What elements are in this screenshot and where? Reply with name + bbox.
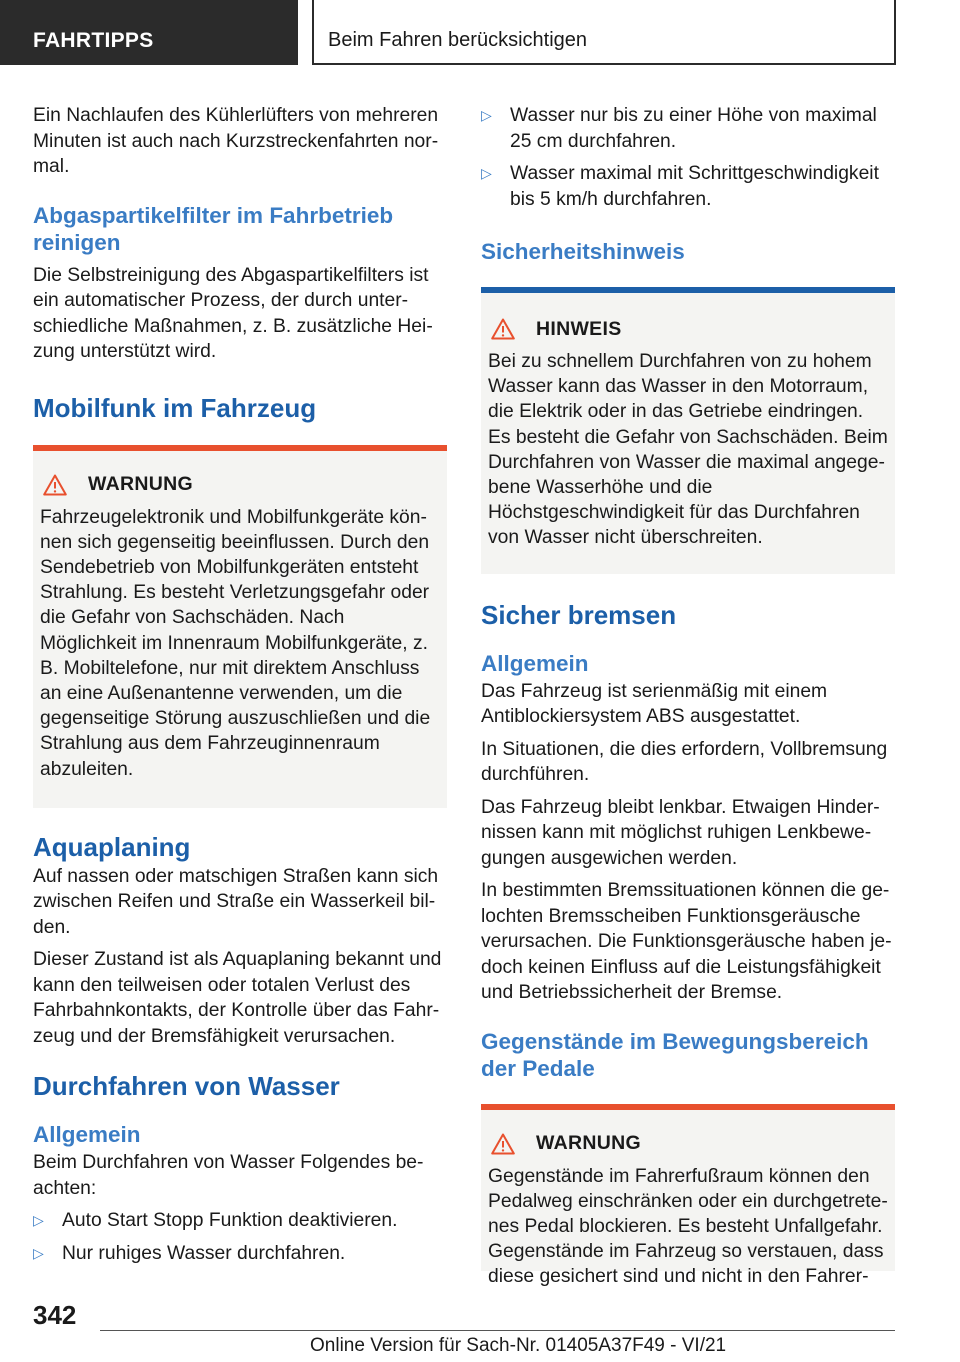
- wasser-bullet-list-cont: [481, 103, 895, 212]
- warning-box-title: [488, 1131, 888, 1157]
- wasser-bullet-list: [33, 1208, 447, 1266]
- warning-triangle-icon: [491, 1133, 515, 1155]
- list-item: ▷ Nur ruhiges Wasser durchfahren.: [33, 1241, 447, 1267]
- brake-subheading: Allgemein: [481, 650, 589, 676]
- note-box-title: [488, 316, 888, 342]
- note-label: HINWEIS: [536, 317, 622, 340]
- warning-label: WARNUNG: [88, 473, 194, 495]
- triangle-right-icon: ▷: [481, 165, 492, 181]
- footer-text: Online Version für Sach-Nr. 01405A37F49 - VI/21: [310, 1335, 727, 1356]
- page-number: 342: [33, 1300, 77, 1330]
- section-header: [312, 0, 896, 65]
- list-item: ▷ Auto Start Stopp Funktion deaktivieren.: [33, 1208, 447, 1234]
- triangle-right-icon: ▷: [481, 107, 492, 123]
- warning-label: WARNUNG: [536, 1132, 642, 1155]
- brake-paragraph-4: In bestimmten Bremssituationen können die gelochten Bremsscheiben Funktionsgeräusche verursachen. Die Funktionsgeräusche haben jedoch keinen Einfluss auf die Leistungsfähigkeit und Betriebssicherheit der Bremse.: [481, 880, 892, 1004]
- section-title: Beim Fahren berücksichtigen: [328, 29, 588, 51]
- triangle-right-icon: ▷: [33, 1212, 44, 1229]
- triangle-right-icon: ▷: [33, 1244, 44, 1261]
- warning-triangle-icon: [491, 318, 515, 340]
- warning-box-mobilfunk: [33, 445, 447, 808]
- pedal-heading: Gegenstände im Bewegungsbereich der Pedale: [481, 1028, 869, 1081]
- note-text: Bei zu schnellem Durchfahren von zu hohem Wasser kann das Wasser in den Motorraum, die Elektrik oder in das Getriebe eindringen. Es besteht die Gefahr von Sachschäden. Beim Durchfahren von Wasser die maximal angegebene Wasserhöhe und die Höchstgeschwindigkeit für das Durchfahren von Wasser nicht überschreiten.: [488, 351, 888, 549]
- wasser-heading: Durchfahren von Wasser: [33, 1071, 340, 1102]
- list-item: ▷ Wasser nur bis zu einer Höhe von maximal 25 cm durchfahren.: [481, 105, 877, 152]
- right-column: [481, 103, 895, 1288]
- brake-heading: Sicher bremsen: [481, 599, 677, 630]
- warning-triangle-icon: [43, 474, 67, 496]
- brake-paragraph-1: Das Fahrzeug ist serienmäßig mit einem Antiblockiersystem ABS ausgestattet.: [481, 680, 828, 728]
- aquaplaning-heading: Aquaplaning: [33, 831, 191, 862]
- filter-heading: Abgaspartikelfilter im Fahrbetrieb reinigen: [33, 202, 394, 255]
- mobilfunk-heading: Mobilfunk im Fahrzeug: [33, 392, 317, 423]
- safety-heading: Sicherheitshinweis: [481, 239, 685, 264]
- wasser-subheading: Allgemein: [33, 1122, 141, 1148]
- list-item: ▷ Wasser maximal mit Schrittgeschwindigkeit bis 5 km/h durchfahren.: [481, 163, 879, 210]
- brake-paragraph-3: Das Fahrzeug bleibt lenkbar. Etwaigen Hindernissen kann mit möglichst ruhigen Lenkbewegungen ausgewichen werden.: [481, 796, 880, 869]
- aquaplaning-paragraph-2: Dieser Zustand ist als Aquaplaning bekannt und kann den teilweisen oder totalen Verlust des Fahrbahnkontakts, der Kontrolle über das Fahrzeug und der Bremsfähigkeit verursachen.: [33, 949, 442, 1047]
- filter-paragraph: Die Selbstreinigung des Abgaspartikelfilters ist ein automatischer Prozess, der durch unterschiedliche Maßnahmen, z. B. zusätzliche Heizung unterstützt wird.: [33, 264, 433, 362]
- wasser-paragraph: Beim Durchfahren von Wasser Folgendes beachten:: [33, 1152, 424, 1199]
- warning-text: Gegenstände im Fahrerfußraum können den Pedalweg einschränken oder ein durchgetretenes Pedal blockieren. Es besteht Unfallgefahr. Gegenstände im Fahrzeug so verstauen, dass diese gesichert sind und nicht in den Fahrer-: [488, 1165, 888, 1288]
- footer-divider: [100, 1330, 895, 1331]
- left-column: [33, 103, 447, 1266]
- warning-box-pedal: [481, 1104, 895, 1288]
- chapter-title: FAHRTIPPS: [33, 29, 154, 52]
- brake-paragraph-2: In Situationen, die dies erfordern, Vollbremsung durchführen.: [481, 738, 888, 786]
- warning-box-title: [40, 472, 440, 498]
- note-box: [481, 287, 895, 574]
- intro-paragraph: Ein Nachlaufen des Kühlerlüfters von mehreren Minuten ist auch nach Kurzstreckenfahrten normal.: [33, 105, 439, 177]
- chapter-tab: [0, 0, 298, 65]
- warning-text: Fahrzeugelektronik und Mobilfunkgeräte können sich gegenseitig beeinflussen. Durch den Sendebetrieb von Mobilfunkgeräten entsteht Strahlung. Es besteht Verletzungsgefahr oder die Gefahr von Sachschäden. Nach Möglichkeit im Innenraum Mobilfunkgeräte, z. B. Mobiltelefone, nur mit direktem Anschluss an eine Außenantenne verwenden, um die gegenseitige Störung auszuschließen und die Strahlung aus dem Fahrzeuginnenraum abzuleiten.: [40, 506, 431, 780]
- aquaplaning-paragraph-1: Auf nassen oder matschigen Straßen kann sich zwischen Reifen und Straße ein Wasserkeil bilden.: [33, 865, 439, 938]
